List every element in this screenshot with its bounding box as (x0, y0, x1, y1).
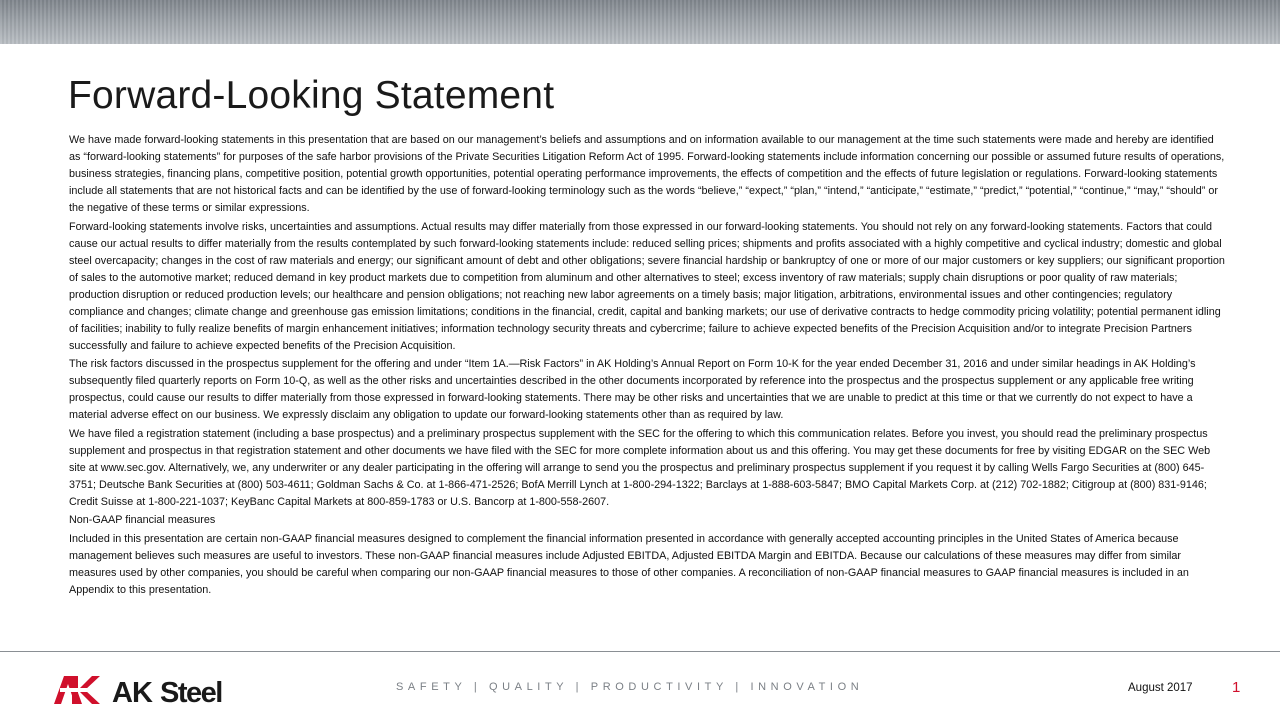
page-number: 1 (1232, 679, 1241, 696)
footer-divider (0, 651, 1280, 652)
paragraph-risk-factors-discussed: The risk factors discussed in the prospectus supplement for the offering and under “Item 1A.—Risk Factors” in AK Holding’s Annual Report on Form 10-K for the year ended December 31, 2016 and under similar headings in AK Holding’s subsequently filed quarterly reports on Form 10-Q, as well as the other risks and uncertainties described in the other documents incorporated by reference into the prospectus and the prospectus supplement or any applicable free writing prospectus, could cause our results to differ materially from those expressed in forward-looking statements. There may be other risks and uncertainties that we are unable to predict at this time or that we currently do not expect to have a material adverse effect on our business. We expressly disclaim any obligation to update our forward-looking statements other than as required by law. (69, 358, 1196, 421)
footer-tagline: SAFETY | QUALITY | PRODUCTIVITY | INNOVATION (396, 681, 864, 693)
svg-text:Steel: Steel (160, 677, 222, 706)
disclaimer-body (69, 132, 1225, 600)
paragraph-risk-factors-list: Forward-looking statements involve risks, uncertainties and assumptions. Actual results may differ materially from those expressed in our forward-looking statements. You should not rely on any forward-looking statements. Factors that could cause our actual results to differ materially from the results contemplated by such forward-looking statements include: reduced selling prices; shipments and profits associated with a highly competitive and cyclical industry; domestic and global steel overcapacity; changes in the cost of raw materials and energy; our significant amount of debt and other obligations; severe financial hardship or bankruptcy of one or more of our major customers or key suppliers; our significant proportion of sales to the automotive market; reduced demand in key product markets due to competition from aluminum and other alternatives to steel; excess inventory of raw materials; supply chain disruptions or poor quality of raw materials; production disruption or reduced production levels; our healthcare and pension obligations; not reaching new labor agreements on a timely basis; major litigation, arbitrations, environmental issues and other contingencies; regulatory compliance and changes; climate change and greenhouse gas emission limitations; conditions in the financial, credit, capital and banking markets; our use of derivative contracts to hedge commodity pricing volatility; potential permanent idling of facilities; inability to fully realize benefits of margin enhancement initiatives; information technology security threats and cybercrime; failure to achieve expected benefits of the Precision Acquisition and/or to integrate Precision Partners successfully and failure to achieve expected benefits of the Precision Acquisition. (69, 220, 1225, 352)
heading-non-gaap: Non-GAAP financial measures (69, 514, 216, 526)
ak-steel-logo (52, 674, 252, 706)
paragraph-registration-statement: We have filed a registration statement (including a base prospectus) and a preliminary prospectus supplement with the SEC for the offering to which this communication relates. Before you invest, you should read the preliminary prospectus supplement and prospectus in that registration statement and other documents we have filed with the SEC for more complete information about us and this offering. You may get these documents for free by visiting EDGAR on the SEC Web site at www.sec.gov. Alternatively, we, any underwriter or any dealer participating in the offering will arrange to send you the prospectus and preliminary prospectus supplement if you request it by calling Wells Fargo Securities at (800) 645-3751; Deutsche Bank Securities at (800) 503-4611; Goldman Sachs & Co. at 1-866-471-2526; BofA Merrill Lynch at 1-800-294-1322; Barclays at 1-888-603-5847; BMO Capital Markets Corp. at (212) 702-1882; Citigroup at (800) 831-9146; Credit Suisse at 1-800-221-1037; KeyBanc Capital Markets at 800-859-1783 or U.S. Bancorp at 1-800-558-2607. (69, 427, 1211, 508)
svg-text:AK: AK (112, 677, 152, 706)
page-title: Forward-Looking Statement (68, 74, 555, 117)
paragraph-non-gaap: Included in this presentation are certain non-GAAP financial measures designed to complement the financial information presented in accordance with generally accepted accounting principles in the United States of America because management believes such measures are useful to investors. These non-GAAP financial measures include Adjusted EBITDA, Adjusted EBITDA Margin and EBITDA. Because our calculations of these measures may differ from similar measures used by other companies, you should be careful when comparing our non-GAAP financial measures to those of other companies. A reconciliation of non-GAAP financial measures to GAAP financial measures is included in an Appendix to this presentation. (69, 532, 1189, 596)
paragraph-forward-looking-intro: We have made forward-looking statements in this presentation that are based on our management’s beliefs and assumptions and on information available to our management at the time such statements were made and hereby are identified as “forward-looking statements” for purposes of the safe harbor provisions of the Private Securities Litigation Reform Act of 1995. Forward-looking statements include information concerning our possible or assumed future results of operations, business strategies, financing plans, competitive position, potential growth opportunities, potential operating performance improvements, the effects of competition and the effects of future legislation or regulations. Forward-looking statements include all statements that are not historical facts and can be identified by the use of forward-looking terminology such as the words “believe,” “expect,” “plan,” “intend,” “anticipate,” “estimate,” “predict,” “potential,” “continue,” “may,” “should” or the negative of these terms or similar expressions. (69, 134, 1225, 214)
header-band (0, 0, 1280, 44)
footer-date: August 2017 (1128, 682, 1193, 694)
